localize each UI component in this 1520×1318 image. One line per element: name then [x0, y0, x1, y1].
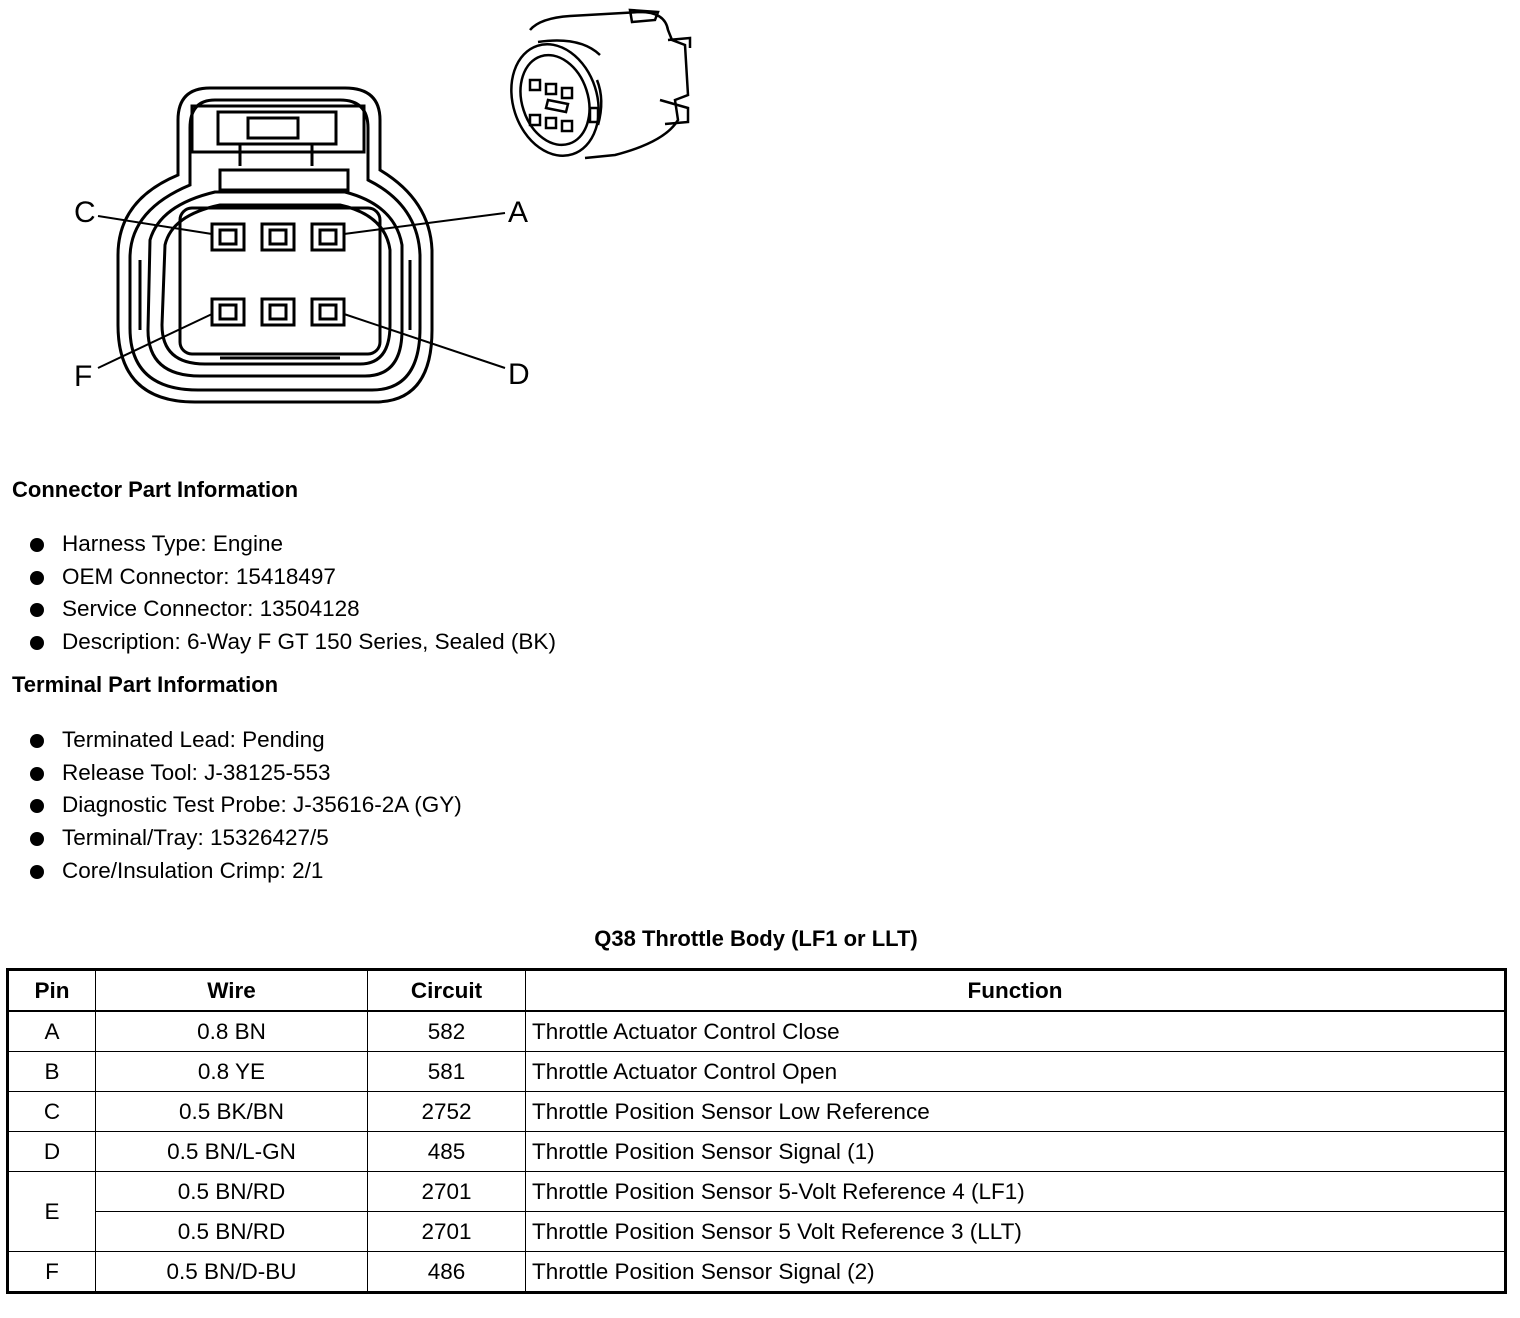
- column-header-pin: Pin: [8, 970, 96, 1012]
- list-item: OEM Connector: 15418497: [28, 561, 556, 594]
- cell-circuit: 582: [368, 1011, 526, 1052]
- leader-line-d: [344, 314, 505, 368]
- table-row: [8, 1252, 1506, 1293]
- list-item: Service Connector: 13504128: [28, 593, 556, 626]
- cell-function: Throttle Position Sensor Signal (2): [526, 1252, 1506, 1293]
- cell-wire: 0.5 BK/BN: [96, 1092, 368, 1132]
- column-header-function: Function: [526, 970, 1506, 1012]
- cell-function: Throttle Position Sensor 5-Volt Reference 4 (LF1): [526, 1172, 1506, 1212]
- cell-wire: 0.5 BN/D-BU: [96, 1252, 368, 1293]
- cell-circuit: 2701: [368, 1172, 526, 1212]
- list-item: Terminal/Tray: 15326427/5: [28, 822, 462, 855]
- cell-function: Throttle Position Sensor Signal (1): [526, 1132, 1506, 1172]
- table-row: [8, 1011, 1506, 1052]
- cell-pin: E: [8, 1172, 96, 1252]
- connector-housing-ring-2: [148, 192, 402, 376]
- table-row: [8, 1092, 1506, 1132]
- pin-label-a: A: [508, 196, 529, 229]
- cell-wire: 0.5 BN/L-GN: [96, 1132, 368, 1172]
- connector-diagram: [0, 0, 720, 440]
- cell-pin: A: [8, 1011, 96, 1052]
- column-header-wire: Wire: [96, 970, 368, 1012]
- cell-circuit: 486: [368, 1252, 526, 1293]
- table-row: [8, 1052, 1506, 1092]
- cell-function: Throttle Position Sensor 5 Volt Reference 3 (LLT): [526, 1212, 1506, 1252]
- table-row: [8, 1212, 1506, 1252]
- cell-wire: 0.8 YE: [96, 1052, 368, 1092]
- column-header-circuit: Circuit: [368, 970, 526, 1012]
- table-title: Q38 Throttle Body (LF1 or LLT): [594, 926, 918, 951]
- connector-part-info-heading: Connector Part Information: [12, 477, 299, 502]
- cell-wire: 0.5 BN/RD: [96, 1212, 368, 1252]
- cell-pin: D: [8, 1132, 96, 1172]
- connector-isometric-illustration: [497, 10, 690, 167]
- table-row: [8, 1132, 1506, 1172]
- cell-circuit: 581: [368, 1052, 526, 1092]
- cell-wire: 0.8 BN: [96, 1011, 368, 1052]
- table-row: [8, 1172, 1506, 1212]
- cell-function: Throttle Actuator Control Close: [526, 1011, 1506, 1052]
- list-item: Core/Insulation Crimp: 2/1: [28, 855, 462, 888]
- list-item: Harness Type: Engine: [28, 528, 556, 561]
- cell-function: Throttle Position Sensor Low Reference: [526, 1092, 1506, 1132]
- list-item: Release Tool: J-38125-553: [28, 757, 462, 790]
- cell-circuit: 2752: [368, 1092, 526, 1132]
- cell-circuit: 485: [368, 1132, 526, 1172]
- terminal-part-info-heading: Terminal Part Information: [12, 672, 279, 697]
- list-item: Description: 6-Way F GT 150 Series, Sealed (BK): [28, 626, 556, 659]
- cell-pin: C: [8, 1092, 96, 1132]
- list-item: Terminated Lead: Pending: [28, 724, 462, 757]
- cell-pin: B: [8, 1052, 96, 1092]
- pin-label-d: D: [508, 358, 530, 391]
- pinout-table: [6, 968, 1507, 1294]
- list-item: Diagnostic Test Probe: J-35616-2A (GY): [28, 789, 462, 822]
- pin-label-f: F: [74, 360, 93, 393]
- connector-part-info-list: [28, 528, 556, 659]
- cell-pin: F: [8, 1252, 96, 1293]
- table-header-row: [8, 970, 1506, 1012]
- cell-function: Throttle Actuator Control Open: [526, 1052, 1506, 1092]
- terminal-part-info-list: [28, 724, 462, 887]
- pin-label-c: C: [74, 196, 96, 229]
- cell-circuit: 2701: [368, 1212, 526, 1252]
- cell-wire: 0.5 BN/RD: [96, 1172, 368, 1212]
